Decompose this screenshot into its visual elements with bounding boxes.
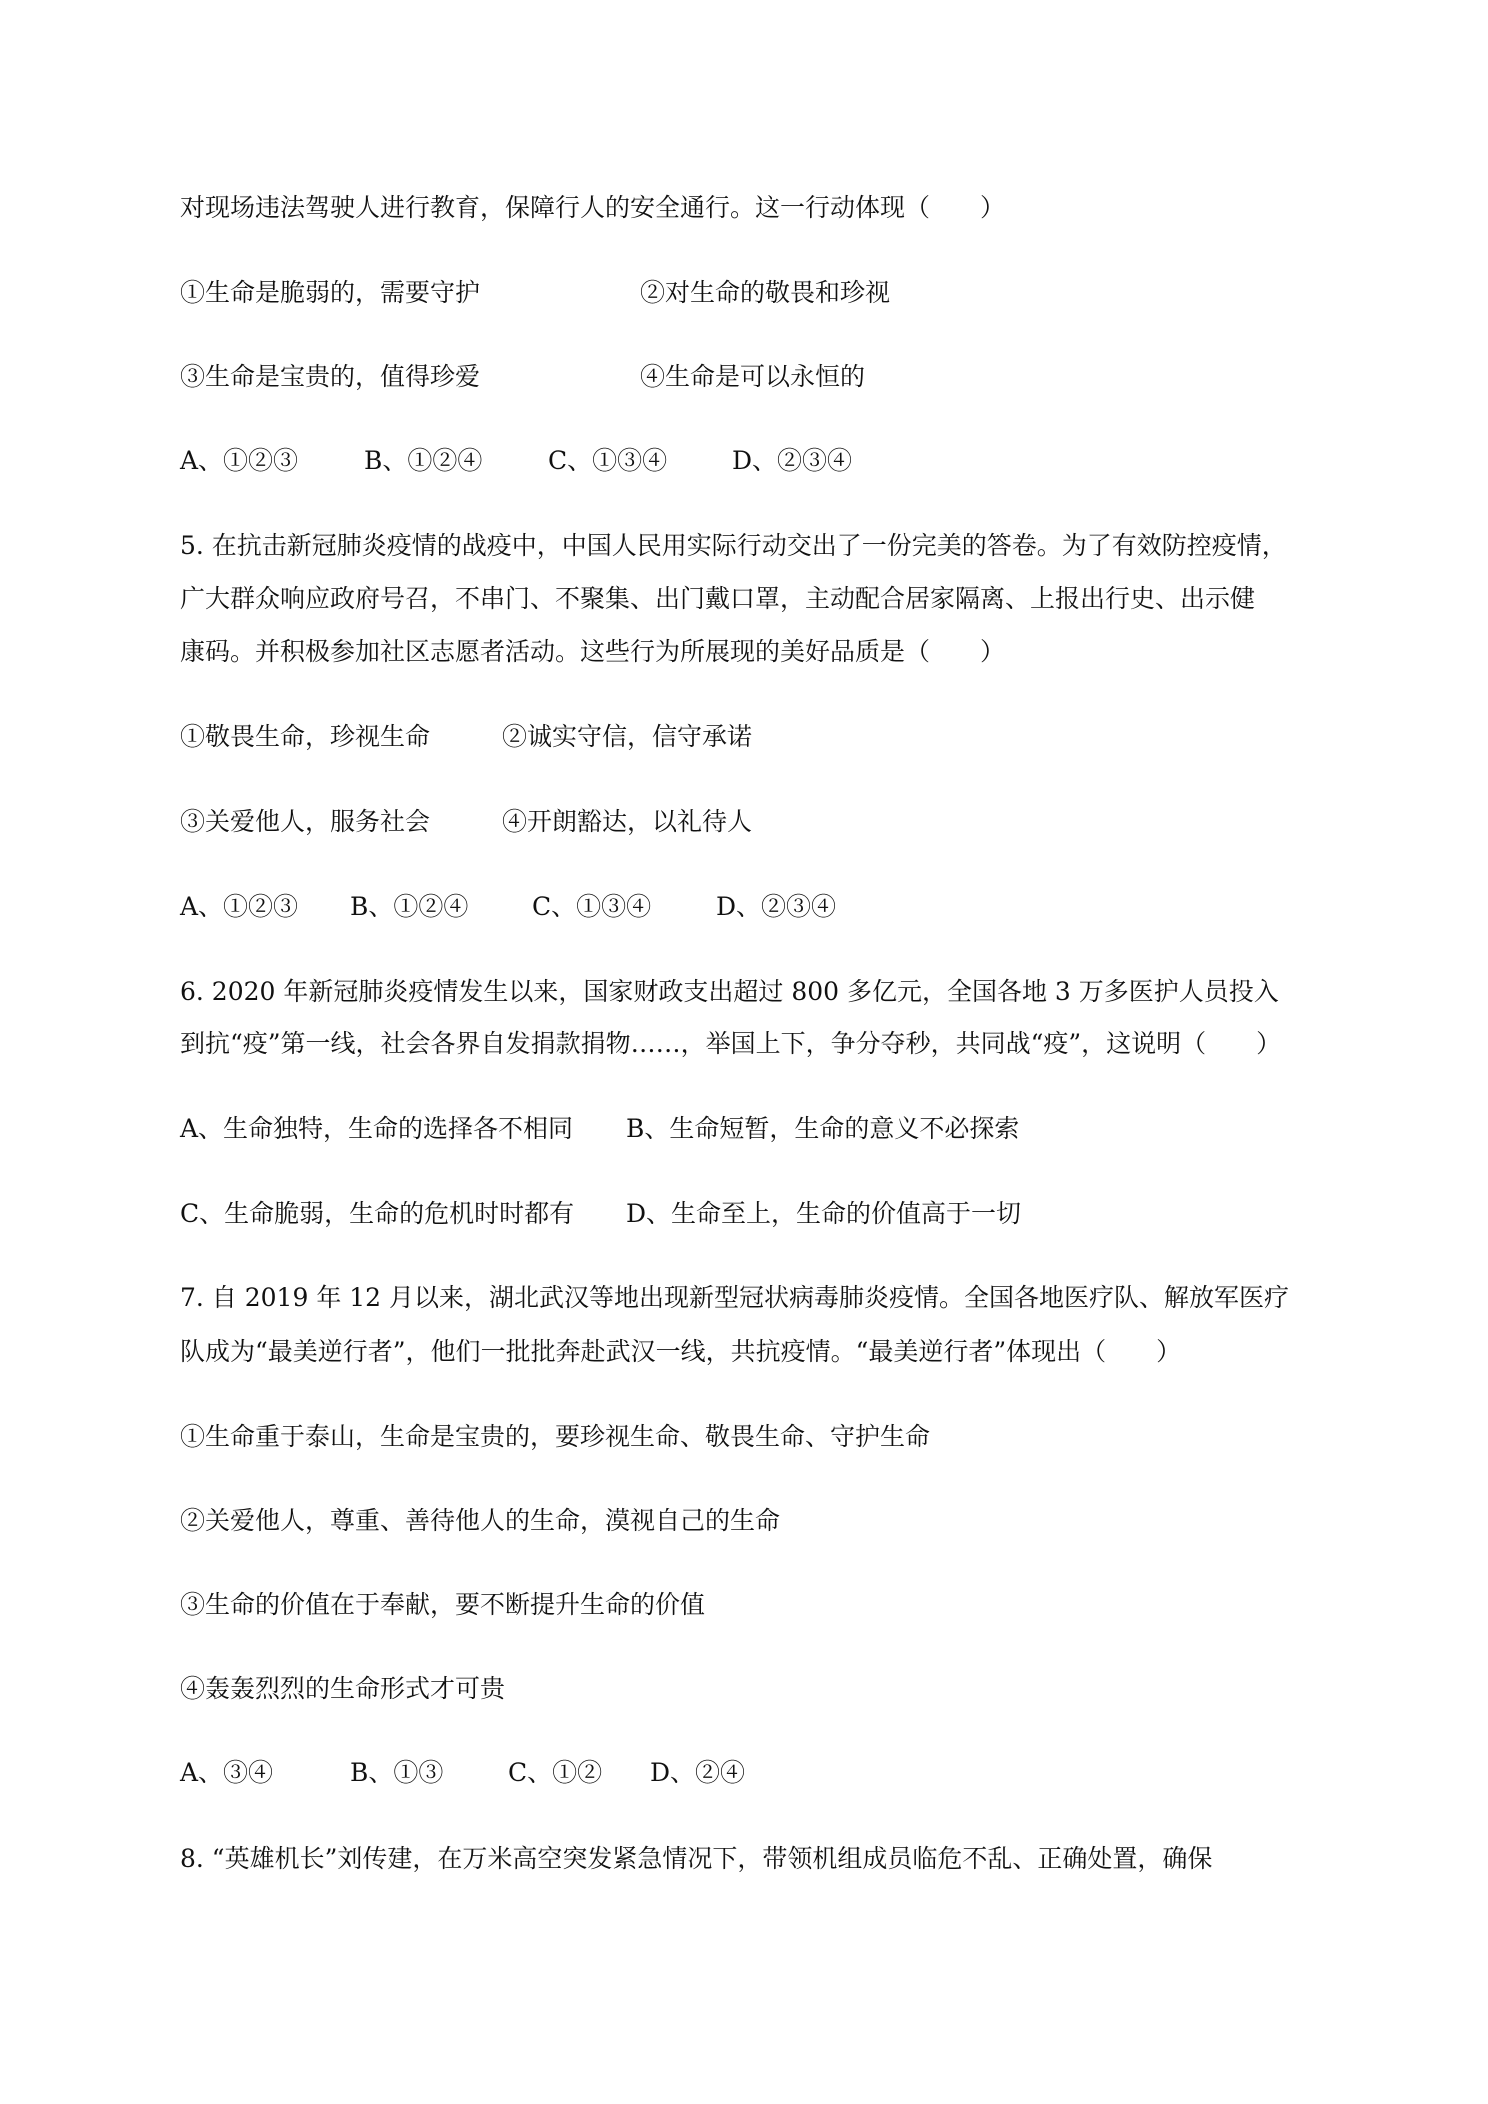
q4-statement-4: ④生命是可以永恒的 [640,362,866,391]
q4-option-d[interactable]: D、②③④ [732,446,853,475]
q5-statement-2: ②诚实守信，信守承诺 [502,722,753,751]
q4-option-b[interactable]: B、①②④ [364,446,483,475]
q4-statement-2: ②对生命的敬畏和珍视 [640,278,891,307]
q4-option-c[interactable]: C、①③④ [548,446,668,475]
q4-statement-3: ③生命是宝贵的，值得珍爱 [180,362,481,391]
q5-option-a[interactable]: A、①②③ [180,892,299,921]
q4-stem: 对现场违法驾驶人进行教育，保障行人的安全通行。这一行动体现（ ） [180,193,1006,222]
q5-option-c[interactable]: C、①③④ [532,892,652,921]
q5-statement-3: ③关爱他人，服务社会 [180,807,431,836]
q5-stem-line-3: 康码。并积极参加社区志愿者活动。这些行为所展现的美好品质是（ ） [180,637,1006,666]
q6-option-d[interactable]: D、生命至上，生命的价值高于一切 [626,1199,1022,1228]
q5-stem-line-2: 广大群众响应政府号召，不串门、不聚集、出门戴口罩，主动配合居家隔离、上报出行史、出示健 [180,584,1256,613]
q6-option-b[interactable]: B、生命短暂，生命的意义不必探索 [626,1114,1020,1143]
q7-statement-2: ②关爱他人，尊重、善待他人的生命，漠视自己的生命 [180,1506,781,1535]
q4-option-a[interactable]: A、①②③ [180,446,299,475]
q7-stem-line-2: 队成为“最美逆行者”，他们一批批奔赴武汉一线，共抗疫情。“最美逆行者”体现出（ ） [180,1337,1182,1366]
q5-statement-1: ①敬畏生命，珍视生命 [180,722,431,751]
q8-stem-line-1: 8. “英雄机长”刘传建，在万米高空突发紧急情况下，带领机组成员临危不乱、正确处置，确保 [180,1844,1213,1873]
q5-stem-line-1: 5. 在抗击新冠肺炎疫情的战疫中，中国人民用实际行动交出了一份完美的答卷。为了有效防控疫情， [180,531,1287,560]
q5-option-d[interactable]: D、②③④ [716,892,837,921]
q7-option-b[interactable]: B、①③ [350,1758,444,1787]
q7-option-c[interactable]: C、①② [508,1758,603,1787]
q4-statement-1: ①生命是脆弱的，需要守护 [180,278,481,307]
q7-option-d[interactable]: D、②④ [650,1758,746,1787]
q6-option-c[interactable]: C、生命脆弱，生命的危机时时都有 [180,1199,575,1228]
q7-statement-3: ③生命的价值在于奉献，要不断提升生命的价值 [180,1590,706,1619]
q5-option-b[interactable]: B、①②④ [350,892,469,921]
q6-stem-line-1: 6. 2020 年新冠肺炎疫情发生以来，国家财政支出超过 800 多亿元，全国各地 3 万多医护人员投入 [180,977,1279,1006]
q7-stem-line-1: 7. 自 2019 年 12 月以来，湖北武汉等地出现新型冠状病毒肺炎疫情。全国各地医疗队、解放军医疗 [180,1283,1290,1312]
q7-option-a[interactable]: A、③④ [180,1758,274,1787]
q5-statement-4: ④开朗豁达，以礼待人 [502,807,753,836]
q7-statement-1: ①生命重于泰山，生命是宝贵的，要珍视生命、敬畏生命、守护生命 [180,1422,931,1451]
q6-option-a[interactable]: A、生命独特，生命的选择各不相同 [180,1114,574,1143]
q6-stem-line-2: 到抗“疫”第一线，社会各界自发捐款捐物……，举国上下，争分夺秒，共同战“疫”，这说明（ ） [180,1029,1282,1058]
q7-statement-4: ④轰轰烈烈的生命形式才可贵 [180,1674,506,1703]
